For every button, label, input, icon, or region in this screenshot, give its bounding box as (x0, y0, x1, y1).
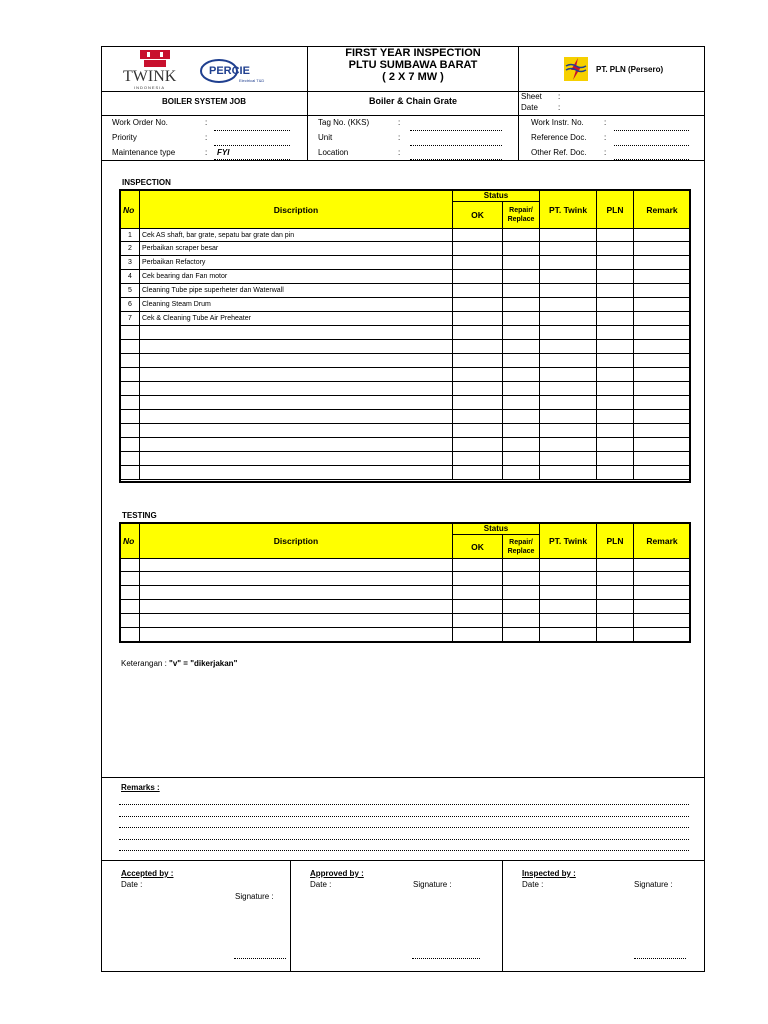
tag-no-field[interactable] (410, 130, 502, 131)
approved-signature-field[interactable] (412, 958, 480, 959)
row-number (121, 452, 140, 466)
table-row (121, 466, 691, 480)
accepted-date-label: Date : (121, 880, 143, 889)
remarks-line[interactable] (119, 804, 689, 805)
row-pln-cell[interactable] (597, 424, 634, 438)
row-description (140, 572, 453, 586)
table-row (121, 242, 691, 256)
row-ok-cell[interactable] (453, 466, 503, 480)
row-remark-cell[interactable] (634, 438, 691, 452)
other-ref-doc-field[interactable] (614, 159, 689, 160)
row-twink-cell[interactable] (540, 559, 597, 572)
row-pln-cell[interactable] (597, 410, 634, 424)
sheet-label: Sheet (521, 92, 542, 101)
other-ref-doc-label: Other Ref. Doc. (531, 148, 587, 157)
priority-label: Priority (112, 133, 137, 142)
inspected-date-label: Date : (522, 880, 544, 889)
row-remark-cell[interactable] (634, 452, 691, 466)
table-row (121, 368, 691, 382)
testing-title: TESTING (122, 511, 157, 520)
divider (290, 860, 291, 972)
row-pln-cell[interactable] (597, 354, 634, 368)
table-row (121, 628, 691, 642)
row-repair-cell[interactable] (503, 424, 540, 438)
row-twink-cell[interactable] (540, 340, 597, 354)
row-description (140, 614, 453, 628)
row-remark-cell[interactable] (634, 614, 691, 628)
row-description: Perbaikan scraper besar (140, 242, 453, 256)
table-row (121, 326, 691, 340)
row-description: Cek AS shaft, bar grate, sepatu bar grate dan pin (140, 229, 453, 242)
row-repair-cell[interactable] (503, 312, 540, 326)
table-row (121, 424, 691, 438)
row-repair-cell[interactable] (503, 559, 540, 572)
row-twink-cell[interactable] (540, 256, 597, 270)
row-ok-cell[interactable] (453, 284, 503, 298)
row-repair-cell[interactable] (503, 572, 540, 586)
table-row (121, 298, 691, 312)
row-twink-cell[interactable] (540, 600, 597, 614)
table-row (121, 452, 691, 466)
approved-by-title: Approved by : (310, 869, 364, 878)
row-repair-cell[interactable] (503, 382, 540, 396)
svg-text:Electrical T&D: Electrical T&D (239, 78, 265, 83)
row-pln-cell[interactable] (597, 242, 634, 256)
row-remark-cell[interactable] (634, 424, 691, 438)
unit-field[interactable] (410, 145, 502, 146)
table-row (121, 270, 691, 284)
row-number: 4 (121, 270, 140, 284)
header-status: Status (453, 191, 540, 202)
testing-table (120, 523, 691, 642)
reference-doc-field[interactable] (614, 145, 689, 146)
row-pln-cell[interactable] (597, 298, 634, 312)
row-ok-cell[interactable] (453, 242, 503, 256)
work-instr-label: Work Instr. No. (531, 118, 584, 127)
twink-logo (120, 48, 195, 90)
row-remark-cell[interactable] (634, 312, 691, 326)
table-row (121, 586, 691, 600)
row-ok-cell[interactable] (453, 396, 503, 410)
row-ok-cell[interactable] (453, 559, 503, 572)
row-description (140, 368, 453, 382)
title-line-2: PLTU SUMBAWA BARAT (348, 59, 478, 71)
approved-signature-label: Signature : (413, 880, 452, 889)
table-row (121, 382, 691, 396)
row-pln-cell[interactable] (597, 340, 634, 354)
accepted-signature-label: Signature : (235, 892, 274, 901)
row-description (140, 340, 453, 354)
row-description: Cek & Cleaning Tube Air Preheater (140, 312, 453, 326)
date-label: Date (521, 103, 538, 112)
row-ok-cell[interactable] (453, 438, 503, 452)
header-description: Discription (140, 524, 453, 559)
remarks-line[interactable] (119, 816, 689, 817)
row-remark-cell[interactable] (634, 410, 691, 424)
row-ok-cell[interactable] (453, 424, 503, 438)
row-description (140, 559, 453, 572)
row-repair-cell[interactable] (503, 270, 540, 284)
divider (101, 860, 705, 861)
divider (101, 115, 705, 116)
row-remark-cell[interactable] (634, 559, 691, 572)
header-repair: Repair/ Replace (503, 202, 540, 229)
row-description (140, 438, 453, 452)
accepted-signature-field[interactable] (234, 958, 286, 959)
row-repair-cell[interactable] (503, 340, 540, 354)
header-repair: Repair/ Replace (503, 535, 540, 559)
remarks-title: Remarks : (121, 783, 160, 792)
header-ok: OK (453, 535, 503, 559)
row-description (140, 382, 453, 396)
header-remark: Remark (634, 524, 691, 559)
row-number (121, 326, 140, 340)
row-ok-cell[interactable] (453, 312, 503, 326)
approved-date-label: Date : (310, 880, 332, 889)
row-remark-cell[interactable] (634, 396, 691, 410)
form-frame (101, 46, 705, 972)
row-twink-cell[interactable] (540, 354, 597, 368)
row-number (121, 382, 140, 396)
row-description (140, 424, 453, 438)
row-twink-cell[interactable] (540, 382, 597, 396)
row-pln-cell[interactable] (597, 572, 634, 586)
accepted-by-title: Accepted by : (121, 869, 174, 878)
row-repair-cell[interactable] (503, 396, 540, 410)
row-ok-cell[interactable] (453, 298, 503, 312)
inspected-by-title: Inspected by : (522, 869, 576, 878)
row-number: 1 (121, 229, 140, 242)
row-remark-cell[interactable] (634, 284, 691, 298)
row-twink-cell[interactable] (540, 452, 597, 466)
unit-label: Unit (318, 133, 333, 142)
table-row (121, 572, 691, 586)
row-number (121, 410, 140, 424)
row-number (121, 396, 140, 410)
inspection-table (120, 190, 691, 480)
row-pln-cell[interactable] (597, 382, 634, 396)
row-description (140, 354, 453, 368)
row-description: Cleaning Tube pipe superheter dan Waterwall (140, 284, 453, 298)
row-description (140, 466, 453, 480)
row-ok-cell[interactable] (453, 586, 503, 600)
row-description: Perbaikan Refactory (140, 256, 453, 270)
table-row (121, 354, 691, 368)
pln-name: PT. PLN (Persero) (596, 65, 664, 74)
work-order-field[interactable] (214, 130, 290, 131)
row-repair-cell[interactable] (503, 298, 540, 312)
row-repair-cell[interactable] (503, 452, 540, 466)
row-remark-cell[interactable] (634, 340, 691, 354)
row-description (140, 326, 453, 340)
row-repair-cell[interactable] (503, 256, 540, 270)
work-instr-field[interactable] (614, 130, 689, 131)
row-description: Cleaning Steam Drum (140, 298, 453, 312)
inspection-title: INSPECTION (122, 178, 171, 187)
row-pln-cell[interactable] (597, 312, 634, 326)
row-number (121, 586, 140, 600)
row-pln-cell[interactable] (597, 326, 634, 340)
maintenance-type-label: Maintenance type (112, 148, 176, 157)
row-number: 6 (121, 298, 140, 312)
row-twink-cell[interactable] (540, 242, 597, 256)
row-number (121, 466, 140, 480)
divider (101, 160, 705, 161)
row-number (121, 572, 140, 586)
row-twink-cell[interactable] (540, 410, 597, 424)
row-number (121, 368, 140, 382)
row-number (121, 628, 140, 642)
row-number: 7 (121, 312, 140, 326)
row-pln-cell[interactable] (597, 284, 634, 298)
row-number: 2 (121, 242, 140, 256)
row-ok-cell[interactable] (453, 628, 503, 642)
row-remark-cell[interactable] (634, 586, 691, 600)
row-remark-cell[interactable] (634, 466, 691, 480)
header-pln: PLN (597, 524, 634, 559)
row-repair-cell[interactable] (503, 410, 540, 424)
row-pln-cell[interactable] (597, 229, 634, 242)
row-pln-cell[interactable] (597, 614, 634, 628)
table-row (121, 438, 691, 452)
work-order-label: Work Order No. (112, 118, 168, 127)
row-description (140, 452, 453, 466)
pln-logo (562, 55, 590, 83)
job-label: BOILER SYSTEM JOB (161, 97, 246, 106)
priority-field[interactable] (214, 145, 290, 146)
row-ok-cell[interactable] (453, 229, 503, 242)
row-pln-cell[interactable] (597, 256, 634, 270)
row-number (121, 340, 140, 354)
remarks-line[interactable] (119, 827, 689, 828)
row-twink-cell[interactable] (540, 586, 597, 600)
row-repair-cell[interactable] (503, 326, 540, 340)
row-description (140, 628, 453, 642)
divider (101, 777, 705, 778)
header-twink: PT. Twink (540, 191, 597, 229)
row-repair-cell[interactable] (503, 614, 540, 628)
row-twink-cell[interactable] (540, 298, 597, 312)
row-ok-cell[interactable] (453, 340, 503, 354)
reference-doc-label: Reference Doc. (531, 133, 587, 142)
row-repair-cell[interactable] (503, 242, 540, 256)
row-remark-cell[interactable] (634, 354, 691, 368)
row-twink-cell[interactable] (540, 396, 597, 410)
divider (518, 46, 519, 160)
title-line-1: FIRST YEAR INSPECTION (345, 47, 481, 59)
row-repair-cell[interactable] (503, 229, 540, 242)
row-ok-cell[interactable] (453, 614, 503, 628)
legend-note-text: "v" = "dikerjakan" (169, 659, 238, 668)
row-pln-cell[interactable] (597, 628, 634, 642)
row-twink-cell[interactable] (540, 572, 597, 586)
twink-logo-text: TWINK (123, 68, 177, 85)
table-row (121, 284, 691, 298)
table-row (121, 559, 691, 572)
header-remark: Remark (634, 191, 691, 229)
row-description (140, 396, 453, 410)
row-number (121, 600, 140, 614)
header-no: No (121, 191, 140, 229)
row-remark-cell[interactable] (634, 600, 691, 614)
row-description: Cek bearing dan Fan motor (140, 270, 453, 284)
document-title (308, 47, 518, 83)
row-ok-cell[interactable] (453, 368, 503, 382)
row-twink-cell[interactable] (540, 628, 597, 642)
row-twink-cell[interactable] (540, 326, 597, 340)
row-pln-cell[interactable] (597, 600, 634, 614)
row-twink-cell[interactable] (540, 424, 597, 438)
row-remark-cell[interactable] (634, 628, 691, 642)
row-number (121, 559, 140, 572)
row-remark-cell[interactable] (634, 572, 691, 586)
table-row (121, 256, 691, 270)
table-row (121, 340, 691, 354)
row-ok-cell[interactable] (453, 600, 503, 614)
header-pln: PLN (597, 191, 634, 229)
row-remark-cell[interactable] (634, 229, 691, 242)
table-row (121, 229, 691, 242)
maintenance-type-field[interactable] (214, 159, 290, 160)
row-remark-cell[interactable] (634, 270, 691, 284)
percie-logo (199, 58, 279, 84)
row-repair-cell[interactable] (503, 600, 540, 614)
row-description (140, 586, 453, 600)
row-pln-cell[interactable] (597, 368, 634, 382)
row-twink-cell[interactable] (540, 312, 597, 326)
row-repair-cell[interactable] (503, 438, 540, 452)
title-line-3: ( 2 X 7 MW ) (382, 71, 444, 83)
row-repair-cell[interactable] (503, 628, 540, 642)
row-ok-cell[interactable] (453, 256, 503, 270)
row-repair-cell[interactable] (503, 368, 540, 382)
divider (502, 860, 503, 972)
svg-text:PERCIE: PERCIE (209, 65, 250, 77)
row-description (140, 410, 453, 424)
table-row (121, 396, 691, 410)
row-repair-cell[interactable] (503, 586, 540, 600)
row-ok-cell[interactable] (453, 326, 503, 340)
row-pln-cell[interactable] (597, 559, 634, 572)
legend-note: Keterangan : "v" = "dikerjakan" (121, 659, 238, 668)
row-twink-cell[interactable] (540, 284, 597, 298)
row-remark-cell[interactable] (634, 298, 691, 312)
inspected-signature-field[interactable] (634, 958, 686, 959)
row-pln-cell[interactable] (597, 438, 634, 452)
maintenance-type-value: FYI (217, 148, 230, 157)
row-ok-cell[interactable] (453, 410, 503, 424)
header-twink: PT. Twink (540, 524, 597, 559)
remarks-line[interactable] (119, 839, 689, 840)
table-row (121, 312, 691, 326)
svg-text:INDONESIA: INDONESIA (134, 85, 166, 90)
remarks-line[interactable] (119, 850, 689, 851)
header-ok: OK (453, 202, 503, 229)
row-number: 5 (121, 284, 140, 298)
row-number: 3 (121, 256, 140, 270)
header-description: Discription (140, 191, 453, 229)
row-repair-cell[interactable] (503, 284, 540, 298)
row-number (121, 424, 140, 438)
row-pln-cell[interactable] (597, 396, 634, 410)
row-twink-cell[interactable] (540, 614, 597, 628)
inspected-signature-label: Signature : (634, 880, 673, 889)
row-pln-cell[interactable] (597, 466, 634, 480)
row-remark-cell[interactable] (634, 368, 691, 382)
table-row (121, 614, 691, 628)
row-twink-cell[interactable] (540, 466, 597, 480)
header-no: No (121, 524, 140, 559)
job-title: Boiler & Chain Grate (368, 96, 458, 106)
row-number (121, 438, 140, 452)
row-ok-cell[interactable] (453, 270, 503, 284)
row-twink-cell[interactable] (540, 438, 597, 452)
row-repair-cell[interactable] (503, 354, 540, 368)
row-remark-cell[interactable] (634, 326, 691, 340)
row-pln-cell[interactable] (597, 270, 634, 284)
table-row (121, 600, 691, 614)
row-ok-cell[interactable] (453, 452, 503, 466)
row-ok-cell[interactable] (453, 572, 503, 586)
location-label: Location (318, 148, 349, 157)
row-remark-cell[interactable] (634, 242, 691, 256)
table-row (121, 410, 691, 424)
row-pln-cell[interactable] (597, 452, 634, 466)
row-ok-cell[interactable] (453, 382, 503, 396)
row-twink-cell[interactable] (540, 229, 597, 242)
row-twink-cell[interactable] (540, 368, 597, 382)
divider (101, 91, 705, 92)
location-field[interactable] (410, 159, 502, 160)
row-description (140, 600, 453, 614)
row-twink-cell[interactable] (540, 270, 597, 284)
row-number (121, 614, 140, 628)
tag-no-label: Tag No. (KKS) (318, 118, 370, 127)
row-ok-cell[interactable] (453, 354, 503, 368)
row-remark-cell[interactable] (634, 256, 691, 270)
row-repair-cell[interactable] (503, 466, 540, 480)
row-pln-cell[interactable] (597, 586, 634, 600)
header-status: Status (453, 524, 540, 535)
row-number (121, 354, 140, 368)
row-remark-cell[interactable] (634, 382, 691, 396)
